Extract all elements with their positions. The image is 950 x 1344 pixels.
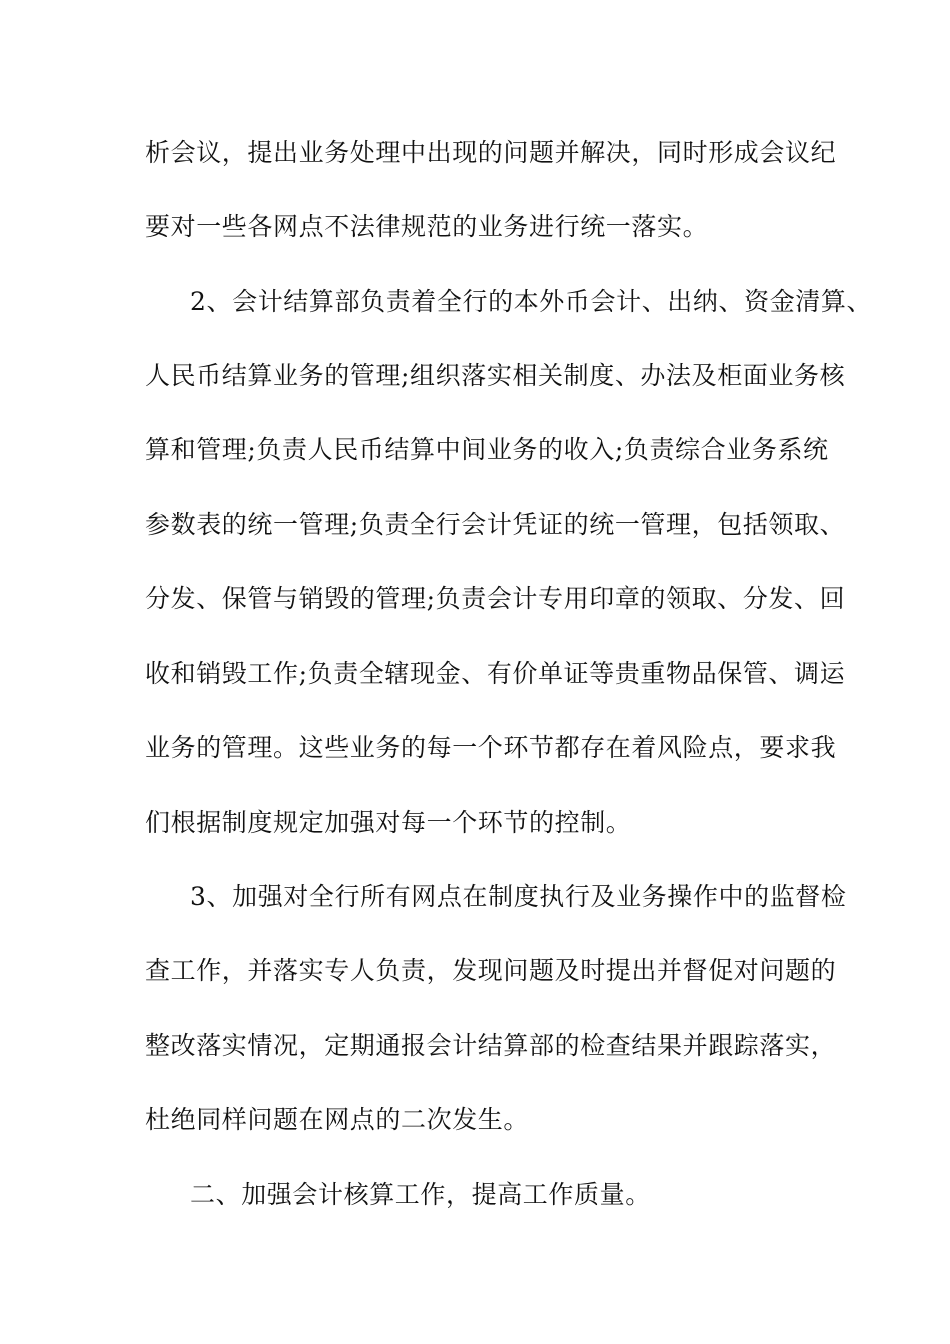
- text-line-9: 业务的管理。这些业务的每一个环节都存在着风险点，要求我: [145, 733, 837, 762]
- text-line-6: 参数表的统一管理;负责全行会计凭证的统一管理，包括领取、: [145, 510, 846, 539]
- text-line-1: 析会议，提出业务处理中出现的问题并解决，同时形成会议纪: [145, 138, 837, 167]
- text-line-3: 2、会计结算部负责着全行的本外币会计、出纳、资金清算、: [190, 287, 873, 316]
- text-line-5: 算和管理;负责人民币结算中间业务的收入;负责综合业务系统: [145, 435, 829, 464]
- text-line-10: 们根据制度规定加强对每一个环节的控制。: [145, 808, 632, 837]
- text-line-13: 整改落实情况，定期通报会计结算部的检查结果并跟踪落实，: [145, 1031, 837, 1060]
- text-line-11: 3、加强对全行所有网点在制度执行及业务操作中的监督检: [190, 882, 847, 911]
- text-line-4: 人民币结算业务的管理;组织落实相关制度、办法及柜面业务核: [145, 361, 846, 390]
- text-line-7: 分发、保管与销毁的管理;负责会计专用印章的领取、分发、回: [145, 584, 846, 613]
- text-line-2: 要对一些各网点不法律规范的业务进行统一落实。: [145, 212, 709, 241]
- text-line-8: 收和销毁工作;负责全辖现金、有价单证等贵重物品保管、调运: [145, 659, 846, 688]
- section-heading: 二、加强会计核算工作，提高工作质量。: [190, 1180, 651, 1209]
- text-line-12: 查工作，并落实专人负责，发现问题及时提出并督促对问题的: [145, 956, 837, 985]
- text-line-14: 杜绝同样问题在网点的二次发生。: [145, 1105, 530, 1134]
